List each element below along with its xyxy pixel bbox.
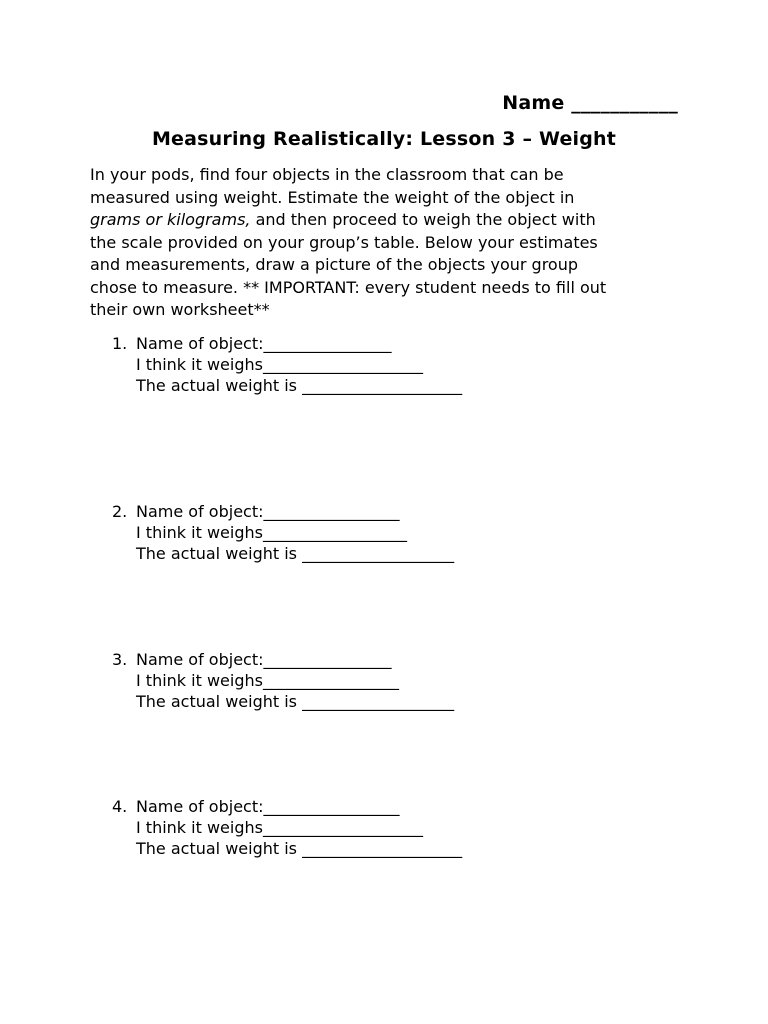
estimate-field: I think it weighs____________________: [136, 355, 423, 374]
actual-row: [112, 691, 454, 712]
instructions-line: [90, 209, 690, 232]
actual-row: [112, 543, 454, 564]
object-entry-1: [112, 333, 462, 396]
actual-row: [112, 838, 462, 859]
item-number: 3.: [112, 650, 128, 669]
student-name-field: Name ___________: [502, 92, 678, 114]
item-number: 1.: [112, 334, 128, 353]
object-name-row: [112, 649, 454, 670]
instructions-line: their own worksheet**: [90, 300, 270, 319]
instructions-paragraph: [90, 164, 690, 322]
estimate-row: [112, 522, 454, 543]
actual-weight-field: The actual weight is ____________________: [136, 376, 463, 395]
instructions-line-rest: and then proceed to weigh the object with: [250, 210, 596, 229]
actual-weight-field: The actual weight is ___________________: [136, 692, 455, 711]
item-number: 2.: [112, 502, 128, 521]
instructions-line: measured using weight. Estimate the weight of the object in: [90, 187, 575, 207]
object-entry-3: [112, 649, 454, 712]
instructions-italic-units: grams or kilograms,: [90, 210, 251, 229]
object-name-row: [112, 333, 462, 354]
actual-weight-field: The actual weight is ___________________: [136, 544, 455, 563]
object-name-field: Name of object:_________________: [136, 502, 400, 521]
estimate-field: I think it weighs____________________: [136, 818, 423, 837]
estimate-row: [112, 354, 462, 375]
object-entry-2: [112, 501, 454, 564]
instructions-line: chose to measure. ** IMPORTANT: every student needs to fill out: [90, 277, 607, 297]
estimate-row: [112, 670, 454, 691]
estimate-field: I think it weighs__________________: [136, 523, 407, 542]
object-name-field: Name of object:________________: [136, 650, 392, 669]
page-title: Measuring Realistically: Lesson 3 – Weight: [151, 128, 617, 150]
instructions-line: and measurements, draw a picture of the objects your group: [90, 255, 578, 274]
object-name-row: [112, 501, 454, 522]
instructions-line: the scale provided on your group’s table. Below your estimates: [90, 232, 598, 252]
actual-row: [112, 375, 462, 396]
actual-weight-field: The actual weight is ____________________: [136, 839, 463, 858]
object-name-field: Name of object:________________: [136, 334, 392, 353]
object-entry-4: [112, 796, 462, 859]
item-number: 4.: [112, 797, 128, 816]
instructions-line: In your pods, find four objects in the classroom that can be: [90, 165, 564, 184]
object-name-field: Name of object:_________________: [136, 797, 400, 816]
estimate-field: I think it weighs_________________: [136, 671, 399, 690]
object-name-row: [112, 796, 462, 817]
estimate-row: [112, 817, 462, 838]
